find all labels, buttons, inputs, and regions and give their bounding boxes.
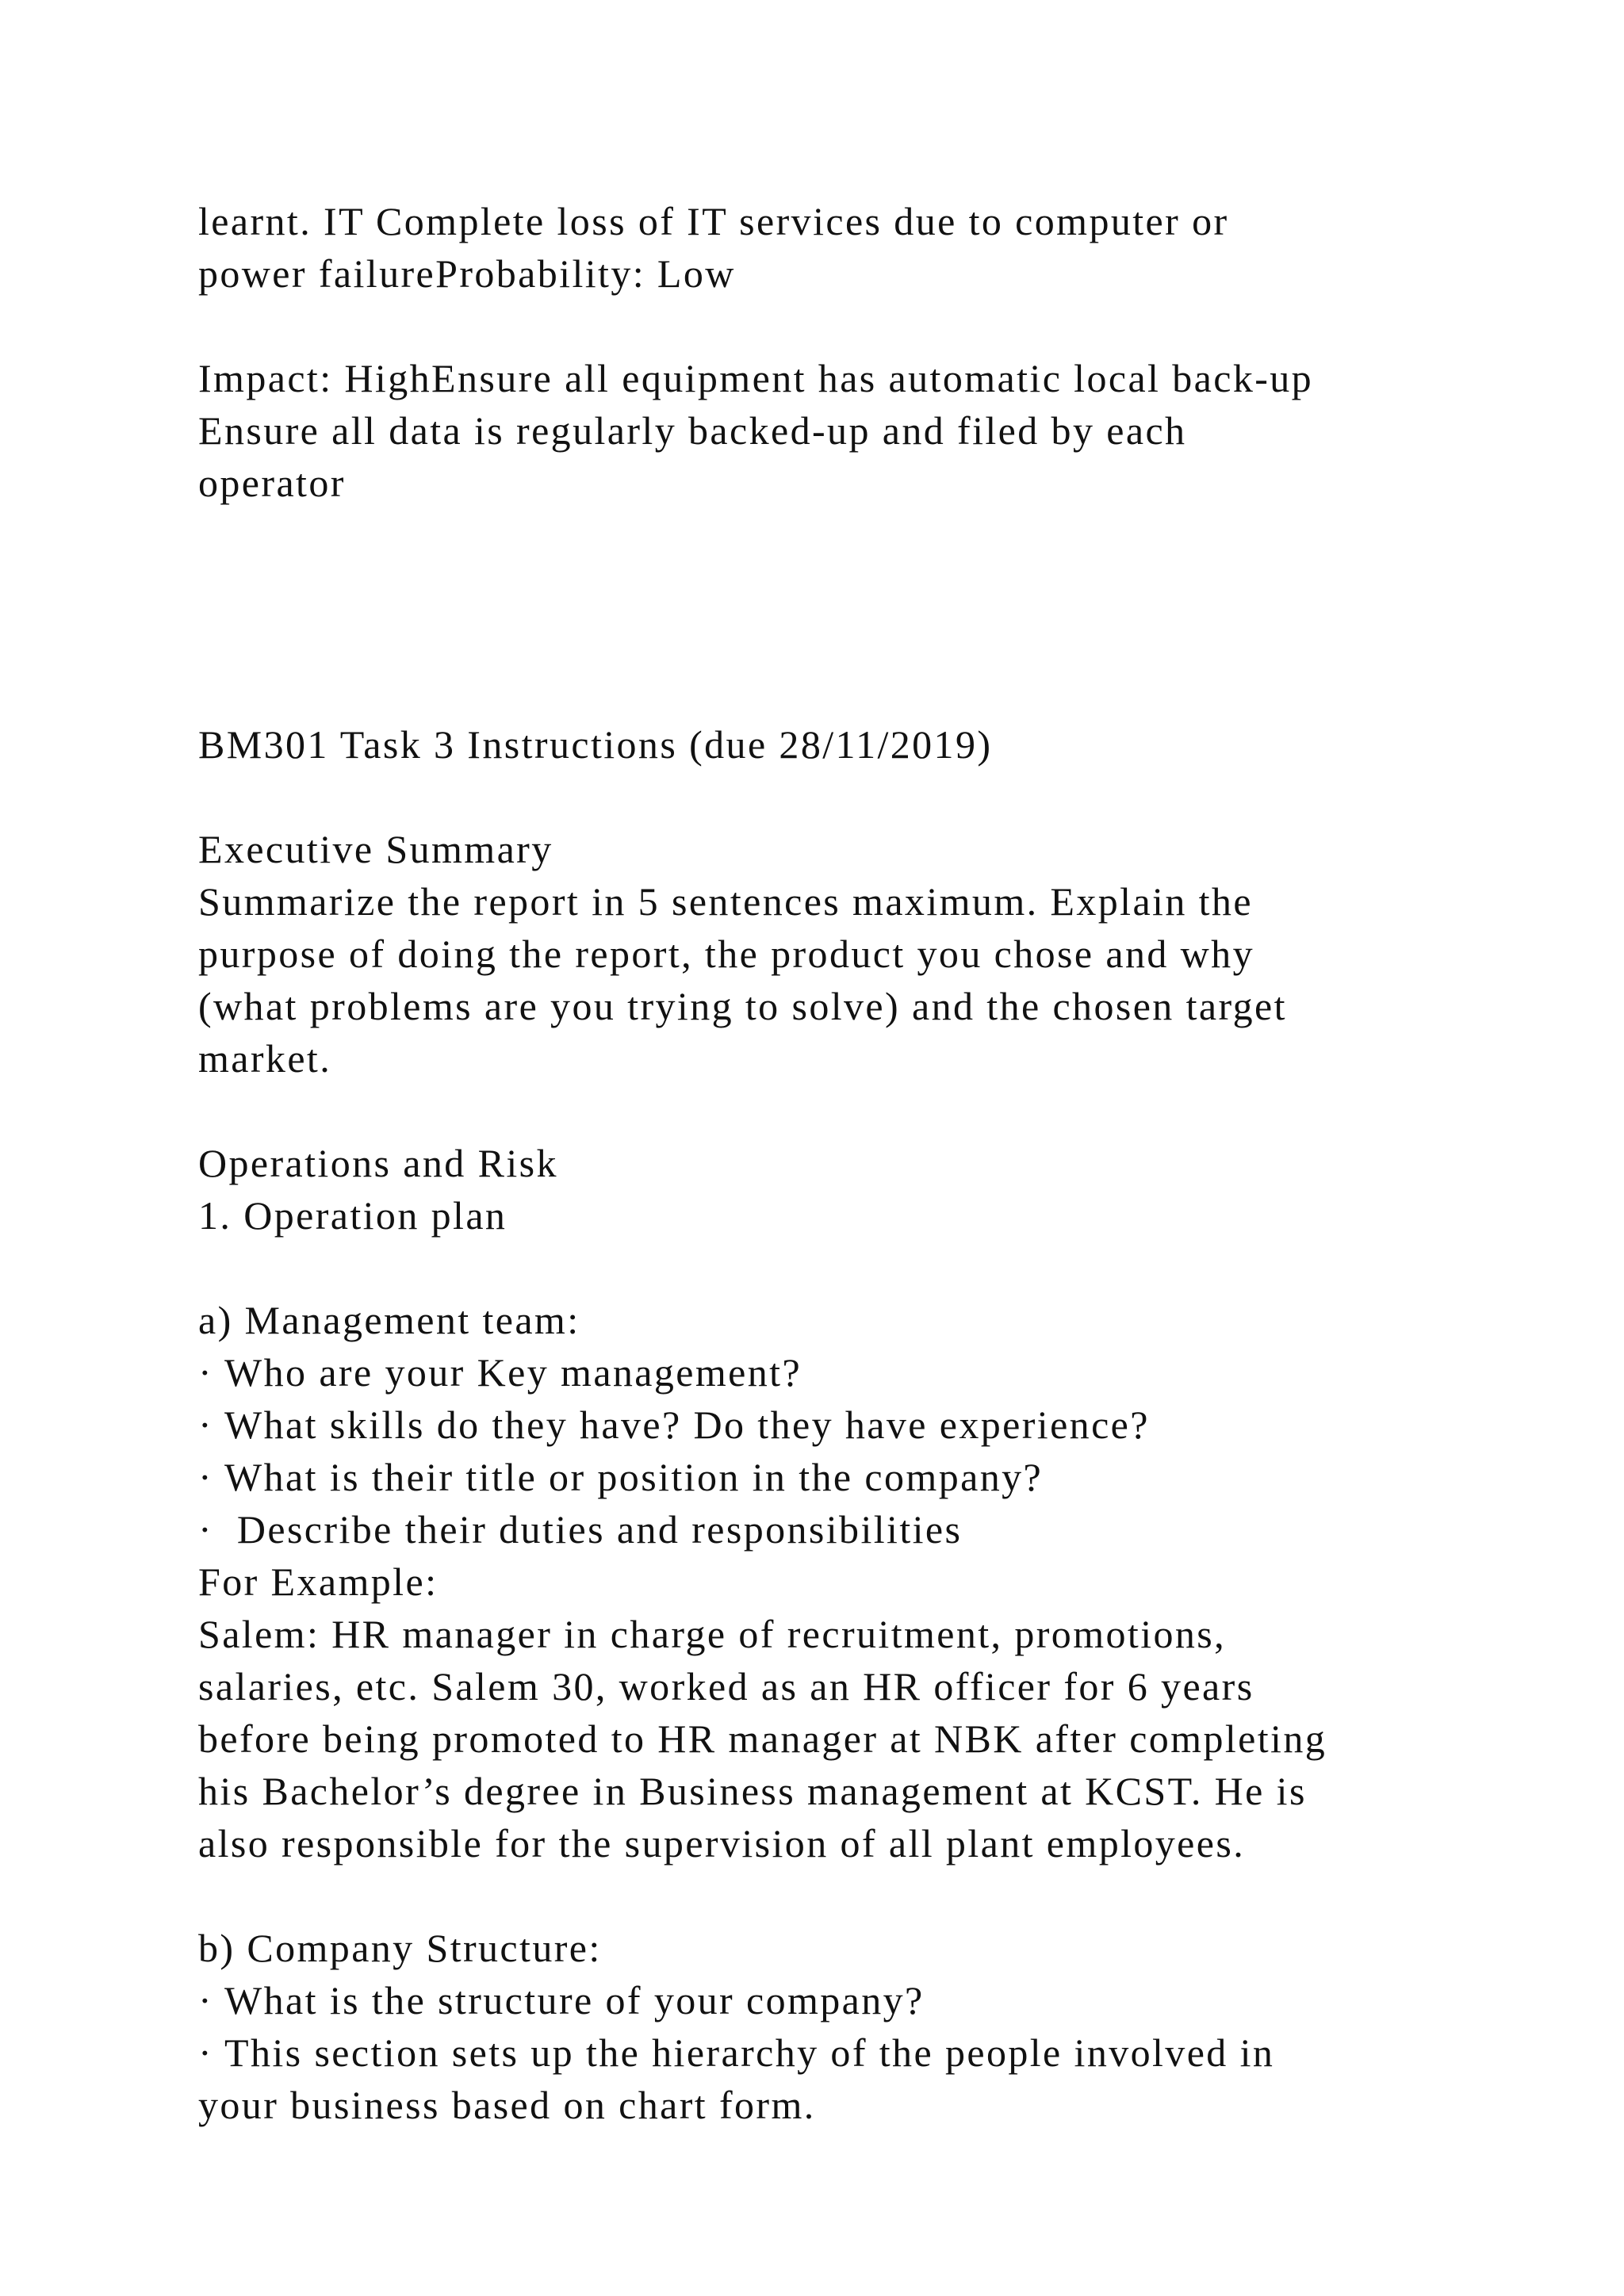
subsection-heading: a) Management team: [198, 1298, 580, 1342]
text-line: salaries, etc. Salem 30, worked as an HR officer for 6 years [198, 1664, 1254, 1709]
management-team-section [198, 1294, 1499, 1869]
task-heading: BM301 Task 3 Instructions (due 28/11/2019) [198, 722, 993, 767]
section-heading: Executive Summary [198, 827, 553, 871]
example-label: For Example: [198, 1559, 439, 1604]
text-line: his Bachelor’s degree in Business management at KCST. He is [198, 1769, 1307, 1813]
text-line: before being promoted to HR manager at NBK after completing [198, 1716, 1327, 1761]
operations-risk-section [198, 1137, 1499, 1242]
text-line: Impact: HighEnsure all equipment has automatic local back-up [198, 356, 1314, 400]
bullet-item: · This section sets up the hierarchy of the people involved in [198, 2030, 1275, 2075]
subsection-heading: b) Company Structure: [198, 1926, 602, 1970]
executive-summary-section [198, 823, 1499, 1085]
bullet-item: · Who are your Key management? [198, 1350, 802, 1395]
section-heading: Operations and Risk [198, 1141, 558, 1185]
subsection-heading: 1. Operation plan [198, 1193, 508, 1238]
text-line: operator [198, 461, 346, 505]
risk-impact-paragraph [198, 352, 1499, 509]
text-line: power failureProbability: Low [198, 251, 736, 296]
text-line: Salem: HR manager in charge of recruitment, promotions, [198, 1612, 1227, 1656]
bullet-item: · What is their title or position in the company? [198, 1455, 1044, 1499]
company-structure-section [198, 1922, 1499, 2131]
bullet-item: · What is the structure of your company? [198, 1978, 925, 2022]
text-line: purpose of doing the report, the product you chose and why [198, 932, 1254, 976]
risk-it-paragraph [198, 195, 1499, 300]
text-line: market. [198, 1036, 332, 1081]
task-title [198, 718, 1499, 771]
bullet-item: · What skills do they have? Do they have experience? [198, 1402, 1150, 1447]
text-line: also responsible for the supervision of all plant employees. [198, 1821, 1246, 1866]
document-body [198, 195, 1499, 2131]
text-line: your business based on chart form. [198, 2083, 816, 2127]
text-line: Summarize the report in 5 sentences maximum. Explain the [198, 879, 1253, 924]
text-line: Ensure all data is regularly backed-up and filed by each [198, 408, 1187, 453]
bullet-item: · Describe their duties and responsibilities [198, 1507, 963, 1552]
text-line: (what problems are you trying to solve) and the chosen target [198, 984, 1287, 1028]
text-line: learnt. IT Complete loss of IT services due to computer or [198, 199, 1229, 243]
